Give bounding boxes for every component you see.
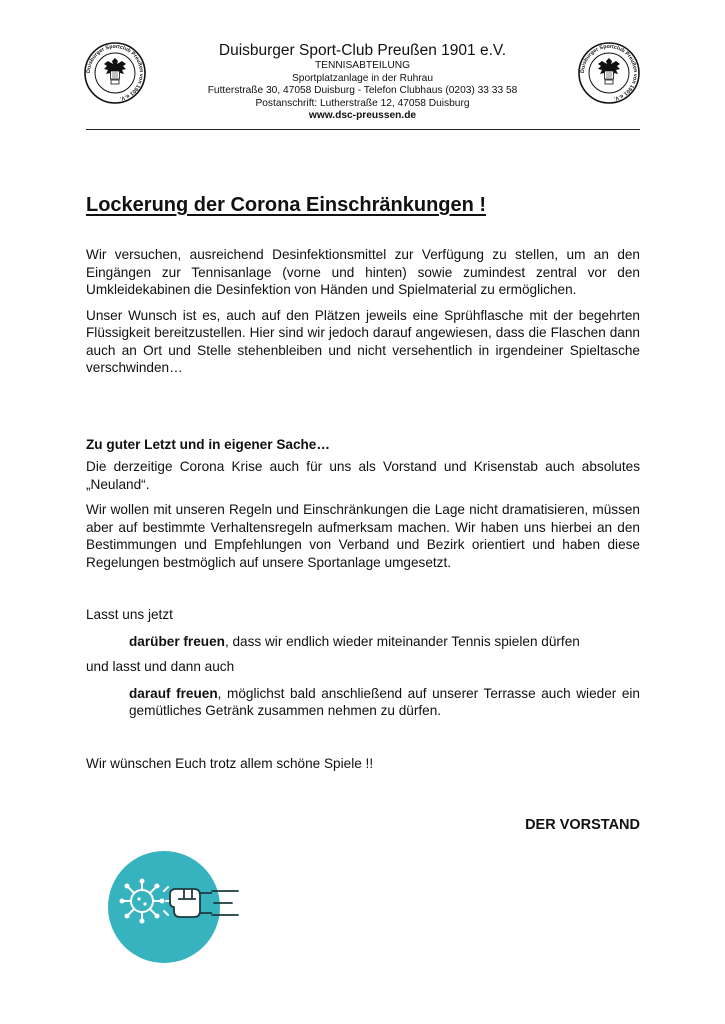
- signature: DER VORSTAND: [525, 817, 640, 833]
- emphasis-darueber: darüber freuen: [129, 633, 225, 649]
- paragraph-rules: Wir wollen mit unseren Regeln und Einschränkungen die Lage nicht dramatisieren, müssen aber auf bestimmte Verhaltensregeln aufmerksam machen. Wir haben uns hierbei an den Bestimmungen und Empfehlungen von Verband und Bezirk orientiert und haben diese Regelungen bestmöglich auf unsere Sportanlage umgesetzt.: [86, 502, 640, 570]
- letter-title: Lockerung der Corona Einschränkungen !: [86, 194, 487, 216]
- letterhead: [150, 41, 575, 123]
- indented-line-terrace-text: , möglichst bald anschließend auf unserer Terrasse auch wieder ein gemütliches Getränk zusammen nehmen zu dürfen.: [129, 685, 640, 718]
- facility: Sportplatzanlage in der Ruhrau: [291, 72, 434, 84]
- fist-virus-icon: [108, 845, 242, 969]
- paragraph-spray-bottles: Unser Wunsch ist es, auch auf den Plätzen jeweils eine Sprühflasche mit der begehrten Flüssigkeit bereitzustellen. Hier sind wir jedoch darauf angewiesen, dass die Flaschen dann auch an Ort und Stelle stehenbleiben und nicht versehentlich in irgendeiner Spieltasche verschwinden…: [86, 307, 640, 375]
- closing-wish: Wir wünschen Euch trotz allem schöne Spiele !!: [86, 755, 374, 771]
- department: TENNISABTEILUNG: [314, 60, 411, 71]
- svg-text:Duisburger Sportclub Preußen v: Duisburger Sportclub Preußen von 1901 e.V.: [85, 43, 145, 102]
- paragraph-crisis: Die derzeitige Corona Krise auch für uns als Vorstand und Krisenstab auch absolutes „Neuland“.: [86, 459, 640, 492]
- section-heading: Zu guter Letzt und in eigener Sache…: [86, 436, 330, 452]
- emphasis-darauf: darauf freuen: [129, 685, 218, 701]
- website: www.dsc-preussen.de: [308, 110, 417, 121]
- paragraph-and-then: und lasst und dann auch: [86, 659, 235, 674]
- header-divider: [86, 129, 640, 130]
- club-name: Duisburger Sport-Club Preußen 1901 e.V.: [218, 42, 507, 59]
- paragraph-lets: Lasst uns jetzt: [86, 607, 173, 622]
- svg-text:Duisburger Sportclub Preußen v: Duisburger Sportclub Preußen von 1901 e.V.: [579, 43, 639, 102]
- club-logo-right: [578, 42, 640, 104]
- indented-line-tennis: [86, 633, 640, 651]
- letter-body: [86, 192, 640, 835]
- address: Futterstraße 30, 47058 Duisburg - Telefon Clubhaus (0203) 33 33 58: [207, 85, 518, 96]
- indented-line-tennis-text: , dass wir endlich wieder miteinander Tennis spielen dürfen: [224, 633, 580, 649]
- postal-address: Postanschrift: Lutherstraße 12, 47058 Duisburg: [255, 97, 470, 109]
- club-logo-left: [84, 42, 146, 104]
- indented-line-terrace: [86, 685, 640, 720]
- paragraph-disinfectant: Wir versuchen, ausreichend Desinfektionsmittel zur Verfügung zu stellen, um an den Eingängen zur Tennisanlage (vorne und hinten) sowie zumindest zentral vor den Umkleidekabinen die Desinfektion von Händen und Spielmaterial zu ermöglichen.: [86, 247, 640, 297]
